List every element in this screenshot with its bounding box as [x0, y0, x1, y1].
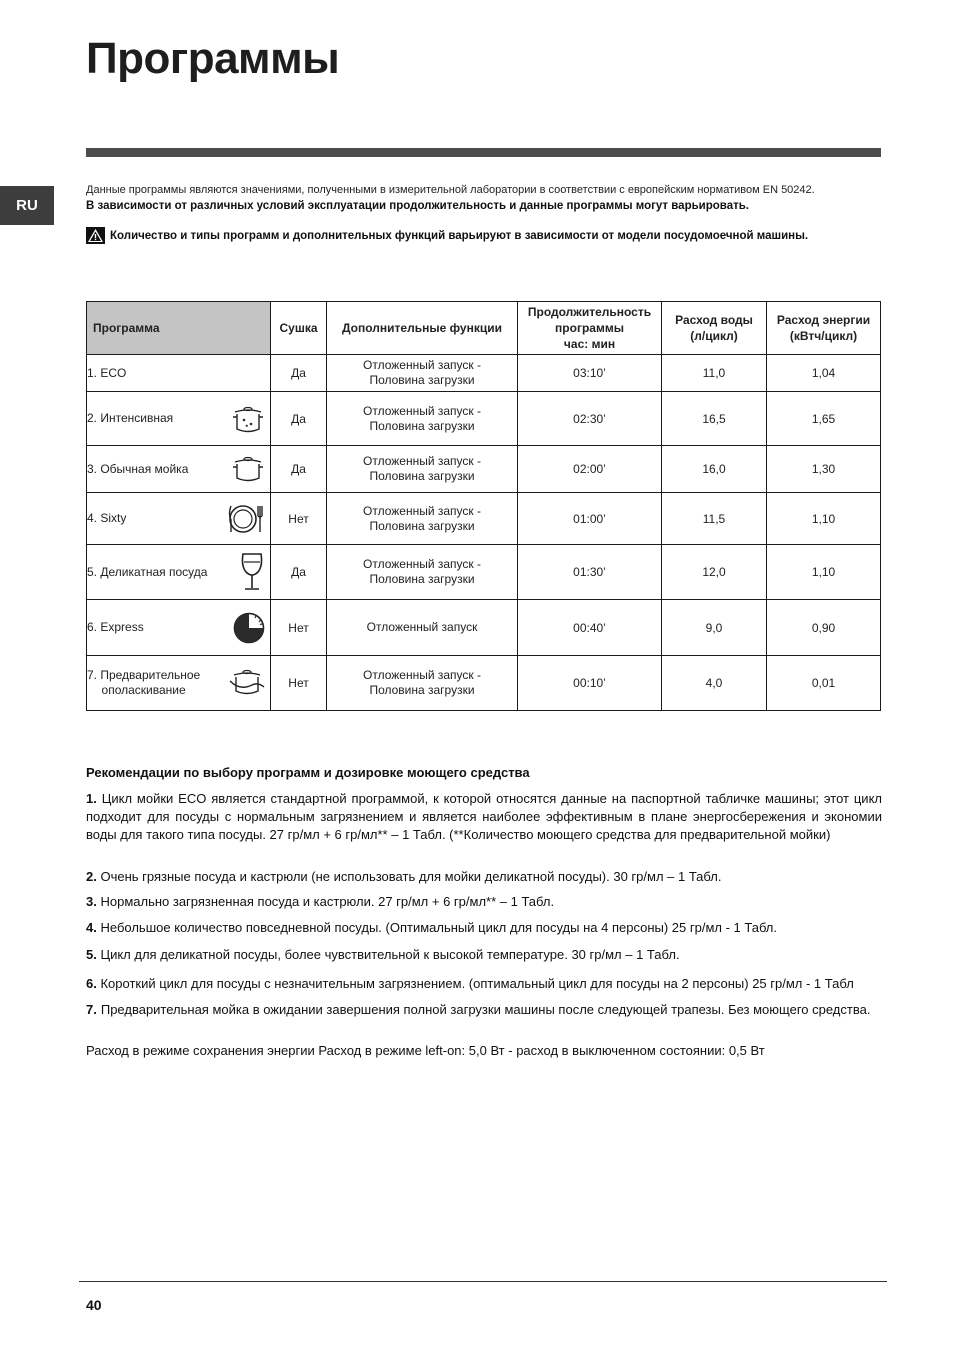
functions-cell: [327, 493, 518, 545]
function-line: Отложенный запуск -: [363, 403, 481, 418]
energy-cell: 1,04: [767, 355, 881, 392]
water-cell: 16,0: [662, 446, 767, 493]
function-line: Отложенный запуск -: [363, 503, 481, 518]
program-cell: [87, 493, 271, 545]
program-cell: [87, 446, 271, 493]
program-cell: [87, 545, 271, 600]
header-energy-line: Расход энергии: [776, 313, 871, 327]
function-line: Половина загрузки: [369, 373, 475, 387]
function-line: Отложенный запуск -: [363, 454, 481, 468]
table-row: [87, 355, 881, 392]
recommendation-text: Небольшое количество повседневной посуды. (Оптимальный цикл для посуды на 4 персоны) 25 гр/мл - 1 Табл.: [100, 920, 778, 935]
water-cell: 4,0: [662, 656, 767, 711]
table-row: [87, 493, 881, 545]
energy-cell: 1,10: [767, 545, 881, 600]
warning-note: [86, 227, 808, 244]
program-name-line: 7. Предварительное: [87, 668, 201, 682]
table-row: [87, 656, 881, 711]
warning-icon: [86, 227, 105, 244]
header-water-line: Расход воды: [675, 313, 753, 327]
recommendation-item: [86, 893, 882, 911]
duration-cell: 00:10’: [518, 656, 662, 711]
recommendation-item: [86, 868, 882, 886]
header-functions: Дополнительные функции: [327, 302, 518, 355]
energy-cell: 1,30: [767, 446, 881, 493]
pot-icon: [230, 454, 266, 484]
drying-cell: Нет: [271, 493, 327, 545]
pot-sparkle-icon: [230, 403, 266, 435]
program-cell: [87, 355, 271, 392]
recommendation-text: Предварительная мойка в ожидании завершения полной загрузки машины после следующей трапезы. Без моющего средства.: [100, 1002, 871, 1017]
duration-cell: 03:10’: [518, 355, 662, 392]
header-energy-line: (кВтч/цикл): [789, 329, 858, 343]
recommendation-text: Короткий цикл для посуды с незначительным загрязнением. (оптимальный цикл для посуды на 2 персоны) 25 гр/мл - 1 Табл: [100, 976, 854, 991]
functions-cell: [327, 545, 518, 600]
function-line: Отложенный запуск -: [363, 668, 481, 682]
drying-cell: Да: [271, 545, 327, 600]
recommendation-number: 5.: [86, 947, 97, 962]
duration-cell: 01:30’: [518, 545, 662, 600]
function-line: Отложенный запуск -: [363, 557, 481, 571]
intro-text: Данные программы являются значениями, полученными в измерительной лаборатории в соответствии с европейским нормативом EN 50242.: [86, 184, 815, 196]
header-duration: [518, 302, 662, 355]
duration-cell: 01:00’: [518, 493, 662, 545]
energy-cell: 1,10: [767, 493, 881, 545]
recommendation-text: Очень грязные посуда и кастрюли (не использовать для мойки деликатной посуды). 30 гр/мл – 1 Табл.: [100, 869, 722, 884]
program-cell: [87, 656, 271, 711]
recommendation-text: Цикл мойки ECO является стандартной программой, к которой относятся данные на паспортной табличке машины; этот цикл подходит для посуды с нормальным загрязнением и является наиболее эффективным в плане энергосбережения и экономии воды для такого типа посуды. 27 гр/мл + 6 гр/мл** – 1 Табл. (**Количество моющего средства для предварительной мойки): [86, 791, 882, 842]
header-water-line: (л/цикл): [690, 329, 738, 343]
recommendation-text: Цикл для деликатной посуды, более чувствительной к высокой температуре. 30 гр/мл – 1 Табл.: [100, 947, 680, 962]
table-row: [87, 446, 881, 493]
page-number: 40: [86, 1297, 102, 1313]
header-duration-line: Продолжительность: [527, 305, 652, 319]
recommendations-title: Рекомендации по выбору программ и дозировке моющего средства: [86, 765, 530, 780]
header-duration-line: час: мин: [563, 337, 616, 351]
drying-cell: Да: [271, 392, 327, 446]
water-cell: 12,0: [662, 545, 767, 600]
water-cell: 9,0: [662, 600, 767, 656]
drying-cell: Нет: [271, 600, 327, 656]
functions-cell: [327, 656, 518, 711]
recommendation-number: 2.: [86, 869, 97, 884]
wine-glass-icon: [238, 552, 266, 592]
energy-cell: 1,65: [767, 392, 881, 446]
program-name: [87, 668, 200, 698]
energy-consumption-note: Расход в режиме сохранения энергии Расход в режиме left-on: 5,0 Вт - расход в выключенном состоянии: 0,5 Вт: [86, 1043, 765, 1058]
energy-cell: 0,90: [767, 600, 881, 656]
duration-cell: 02:30’: [518, 392, 662, 446]
function-line: Половина загрузки: [369, 469, 475, 483]
water-cell: 11,5: [662, 493, 767, 545]
program-name: 4. Sixty: [87, 511, 127, 525]
function-line: Половина загрузки: [369, 518, 475, 533]
function-line: Отложенный запуск: [366, 620, 478, 634]
title-rule: [86, 148, 881, 157]
table-header-row: [87, 302, 881, 355]
footer-rule: [79, 1281, 887, 1282]
table-row: [87, 600, 881, 656]
page-title: Программы: [86, 34, 340, 83]
program-name: 1. ECO: [87, 365, 127, 380]
header-water: [662, 302, 767, 355]
clock-quarter-icon: [232, 611, 266, 645]
recommendation-number: 1.: [86, 791, 97, 806]
program-cell: [87, 392, 271, 446]
header-energy: [767, 302, 881, 355]
pot-rinse-icon: [228, 667, 266, 699]
program-name: 2. Интенсивная: [87, 411, 174, 425]
water-cell: 11,0: [662, 355, 767, 392]
recommendation-item: [86, 946, 882, 964]
header-duration-line: программы: [555, 321, 624, 335]
water-cell: 16,5: [662, 392, 767, 446]
recommendation-number: 3.: [86, 894, 97, 909]
functions-cell: [327, 355, 518, 392]
recommendation-item: [86, 919, 882, 937]
program-cell: [87, 600, 271, 656]
recommendation-item: [86, 1001, 882, 1019]
functions-cell: [327, 446, 518, 493]
function-line: Половина загрузки: [369, 572, 475, 586]
energy-cell: 0,01: [767, 656, 881, 711]
functions-cell: [327, 600, 518, 656]
header-program: Программа: [87, 302, 271, 355]
warning-text: Количество и типы программ и дополнительных функций варьируют в зависимости от модели посудомоечной машины.: [110, 229, 809, 242]
recommendation-item: [86, 975, 882, 993]
drying-cell: Да: [271, 355, 327, 392]
recommendation-text: Нормально загрязненная посуда и кастрюли. 27 гр/мл + 6 гр/мл** – 1 Табл.: [100, 894, 555, 909]
intro-note: В зависимости от различных условий эксплуатации продолжительность и данные программы могут варьировать.: [86, 200, 749, 212]
table-row: [87, 392, 881, 446]
programs-table: [86, 301, 881, 711]
duration-cell: 00:40’: [518, 600, 662, 656]
recommendation-number: 6.: [86, 976, 97, 991]
drying-cell: Да: [271, 446, 327, 493]
function-line: Половина загрузки: [369, 683, 475, 697]
function-line: Половина загрузки: [369, 418, 475, 433]
recommendation-number: 7.: [86, 1002, 97, 1017]
program-name-line: ополаскивание: [101, 683, 186, 697]
function-line: Отложенный запуск -: [363, 358, 481, 372]
plate-cutlery-icon: [228, 502, 266, 536]
duration-cell: 02:00’: [518, 446, 662, 493]
program-name: 5. Деликатная посуда: [87, 564, 208, 579]
functions-cell: [327, 392, 518, 446]
table-row: [87, 545, 881, 600]
language-tab: RU: [0, 186, 54, 225]
program-name: 3. Обычная мойка: [87, 461, 189, 476]
drying-cell: Нет: [271, 656, 327, 711]
recommendation-number: 4.: [86, 920, 97, 935]
program-name: 6. Express: [87, 620, 144, 634]
header-drying: Сушка: [271, 302, 327, 355]
recommendation-item: [86, 790, 882, 844]
